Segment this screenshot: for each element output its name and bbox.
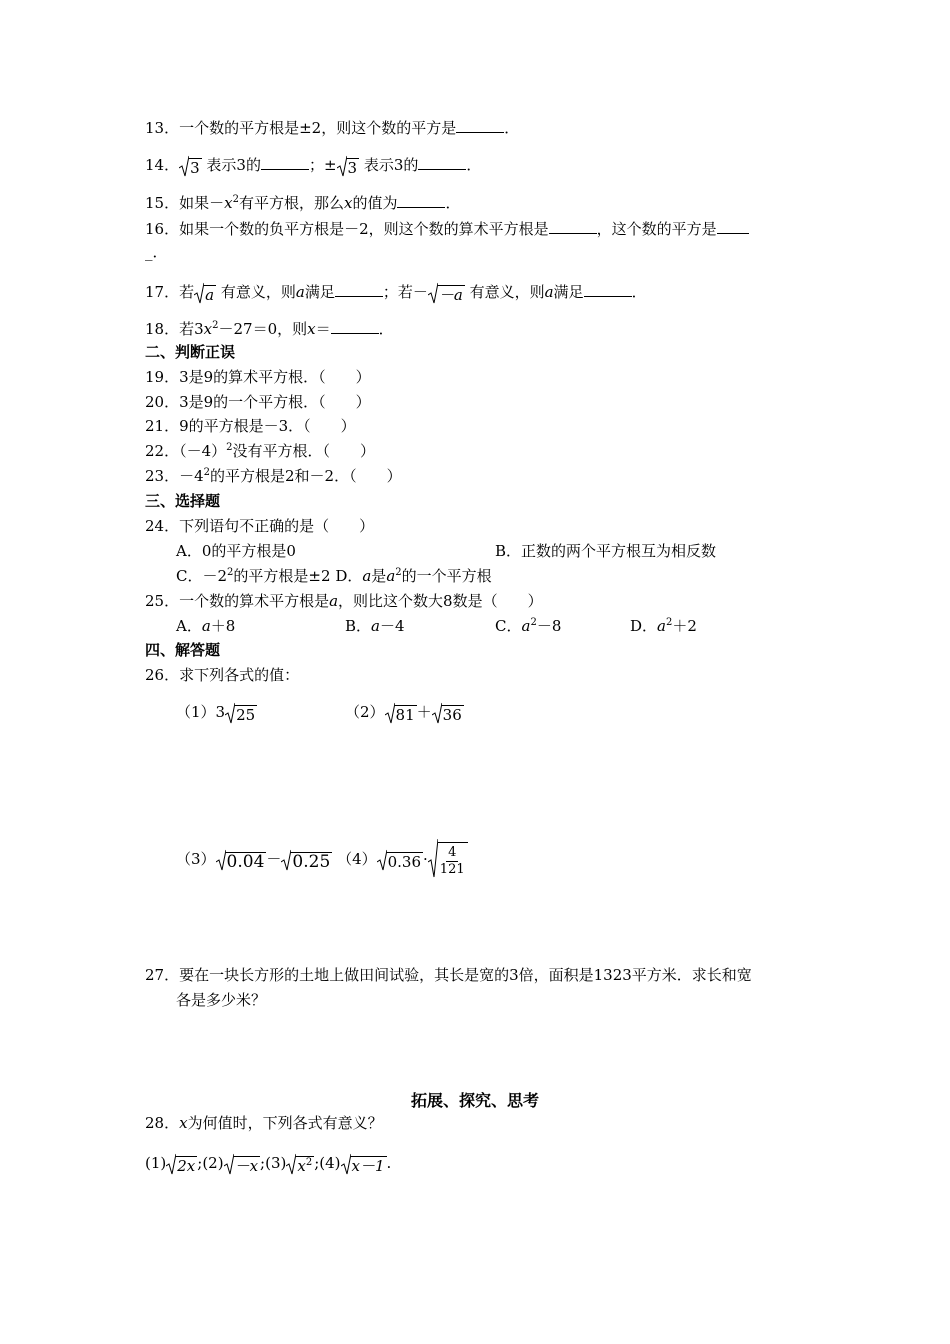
sqrt: $x^2$	[286, 1153, 314, 1175]
option-c-d: C．$-2^2$的平方根是±2 D．a是$a^2$的一个平方根	[176, 567, 492, 585]
question-22: 22．$(-4)^2$没有平方根．（ ）	[145, 442, 376, 460]
question-28: 28．x为何值时，下列各式有意义？	[145, 1114, 383, 1132]
part-2: （2） 81 ＋ 36	[345, 703, 462, 724]
question-17: 17．若 a 有意义，则a满足 ；若－ －a 有意义，则a满足 ．	[145, 283, 647, 304]
blank	[584, 282, 632, 297]
sqrt: 0.25	[281, 849, 332, 871]
blank	[331, 319, 379, 334]
question-16: 16．如果一个数的负平方根是－2，则这个数的算术平方根是 ，这个数的平方是	[145, 219, 749, 238]
section-heading: 三、选择题	[145, 492, 221, 510]
question-16-cont: _．	[145, 243, 168, 261]
blank	[456, 118, 504, 133]
question-26: 26．求下列各式的值：	[145, 666, 300, 684]
option-a: A．a＋8	[176, 617, 236, 635]
question-15: 15．如果$-x^2$有平方根，那么x的值为 ．	[145, 194, 461, 212]
question-27: 27．要在一块长方形的土地上做田间试验，其长是宽的3倍，面积是1323平方米．求长和宽	[145, 966, 752, 984]
blank	[335, 282, 383, 297]
question-19: 19．3是9的算术平方根．（ ）	[145, 368, 371, 386]
sqrt: 3	[179, 155, 202, 177]
fraction: $\frac{4}{121}$	[438, 842, 468, 878]
option-b: B．a－4	[345, 617, 405, 635]
sqrt: 3	[337, 155, 360, 177]
sqrt: 0.36	[377, 849, 423, 871]
sqrt: 36	[432, 702, 464, 724]
section-title: 拓展、探究、思考	[410, 1091, 539, 1110]
sqrt: －x	[224, 1153, 260, 1175]
sqrt: 2x	[166, 1153, 197, 1175]
option-a: A．0的平方根是0	[176, 542, 296, 560]
blank	[717, 219, 749, 234]
question-25: 25．一个数的算术平方根是a，则比这个数大8数是（ ）	[145, 592, 543, 610]
sqrt-fraction	[428, 838, 468, 878]
question-28-expressions: (1) 2x ;(2) －x ;(3) $x^2$ ;(4) x－1 .	[145, 1154, 392, 1175]
blank	[418, 155, 466, 170]
sqrt: 0.04	[216, 849, 267, 871]
sqrt: x－1	[341, 1153, 387, 1175]
blank	[549, 219, 597, 234]
question-14: 14． 3 表示3的 ；± 3 表示3的 ．	[145, 156, 482, 177]
sqrt: 25	[225, 702, 257, 724]
option-c: C．$a^2-8$	[495, 617, 562, 635]
blank	[261, 155, 309, 170]
question-27-cont: 各是多少米？	[176, 991, 267, 1009]
section-heading: 二、判断正误	[145, 343, 236, 361]
question-18: 18．若$3x^2-27=0$，则x＝ ．	[145, 320, 394, 338]
question-13: 13．一个数的平方根是±2，则这个数的平方是 ．	[145, 119, 520, 137]
blank	[397, 193, 445, 208]
question-24: 24．下列语句不正确的是（ ）	[145, 517, 375, 535]
sqrt: 81	[385, 702, 417, 724]
option-d: D．$a^2+2$	[630, 617, 697, 635]
section-heading: 四、解答题	[145, 641, 221, 659]
question-20: 20．3是9的一个平方根．（ ）	[145, 393, 371, 411]
part-1: （1）3 25	[176, 703, 256, 724]
question-21: 21．9的平方根是－3．（ ）	[145, 417, 356, 435]
sqrt: －a	[428, 282, 465, 304]
question-23: 23．$-4^2$的平方根是2和－2．（ ）	[145, 467, 402, 485]
sqrt: a	[194, 282, 216, 304]
option-b: B．正数的两个平方根互为相反数	[495, 542, 717, 560]
part-3-4: （3） 0.04 － 0.25 （4） 0.36 · $\frac{4}{121}$	[176, 838, 468, 878]
